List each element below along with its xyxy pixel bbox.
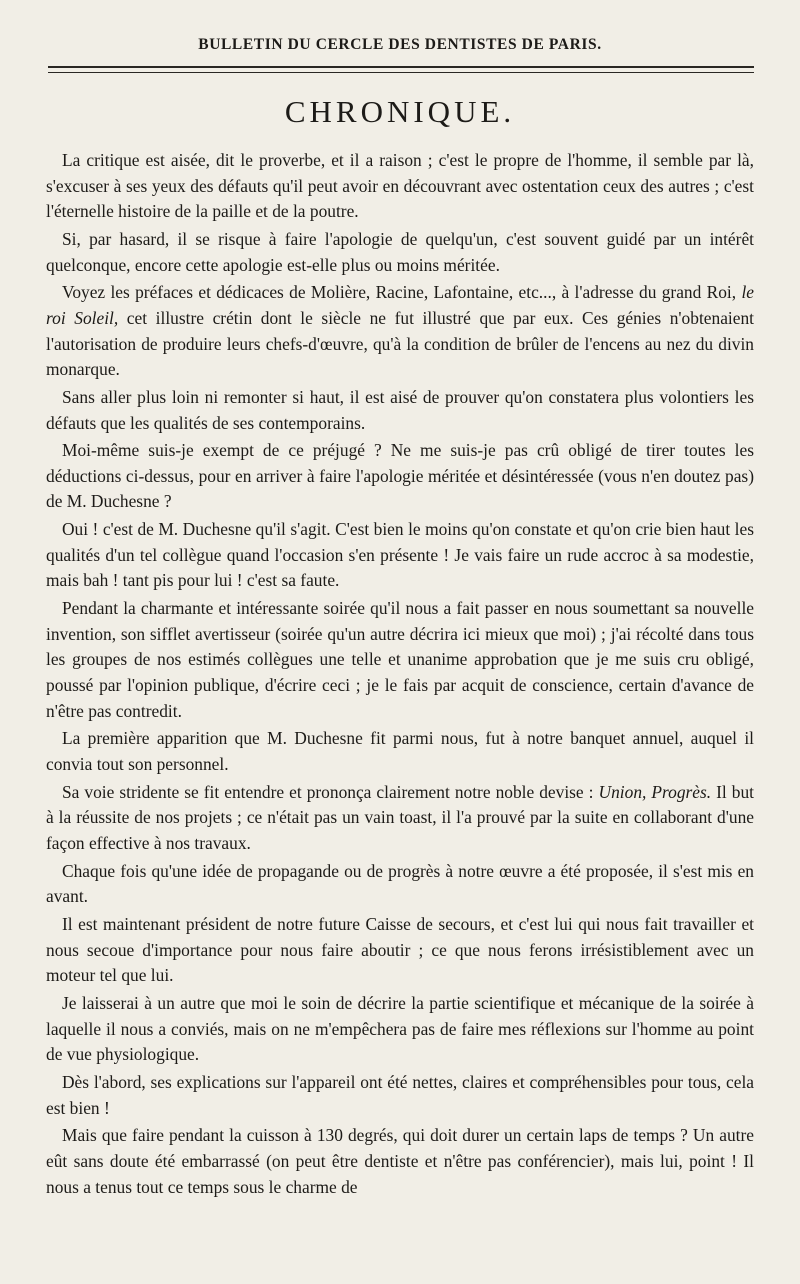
header-rule-thin — [48, 72, 754, 73]
article-title: CHRONIQUE. — [284, 94, 516, 129]
emphasis-text: Union, Progrès. — [598, 781, 712, 802]
paragraph: Sans aller plus loin ni remonter si haut, il est aisé de prouver qu'on constatera plus volontiers les défauts que les qualités de ses contemporains. — [46, 386, 754, 433]
paragraph: La première apparition que M. Duchesne fit parmi nous, fut à notre banquet annuel, auquel il convia tout son personnel. — [46, 728, 754, 774]
paragraph: Il est maintenant président de notre future Caisse de secours, et c'est lui qui nous fait travailler et nous secoue d'importance pour nous faire aboutir ; ce que nous ferons irrésistiblement avec un moteur tel que lui. — [46, 914, 754, 986]
paragraph: Si, par hasard, il se risque à faire l'apologie de quelqu'un, c'est souvent guidé par un intérêt quelconque, encore cette apologie est-elle plus ou moins méritée. — [46, 228, 754, 275]
paragraph: Je laisserai à un autre que moi le soin de décrire la partie scientifique et mécanique de la soirée à laquelle il nous a conviés, mais on ne m'empêchera pas de faire mes réflexions sur l'homme au point de vue physiologique. — [46, 993, 754, 1065]
paragraph: Pendant la charmante et intéressante soirée qu'il nous a fait passer en nous soumettant sa nouvelle invention, son sifflet avertisseur (soirée qu'un autre décrira ici mieux que moi) ; j'ai récolté dans tous les groupes de nos estimés collègues une telle et unanime approbation que je me suis cru obligé, poussé par l'opinion publique, d'écrire ceci ; je le fais par acquit de conscience, certain d'avance de n'être pas contredit. — [46, 598, 754, 721]
paragraph: Mais que faire pendant la cuisson à 130 degrés, qui doit durer un certain laps de temps ? Un autre eût sans doute été embarrassé (on peut être dentiste et n'être pas conférencier), mais lui, point ! Il nous a tenus tout ce temps sous le charme de — [46, 1125, 754, 1197]
running-header: BULLETIN DU CERCLE DES DENTISTES DE PARIS. — [198, 36, 602, 53]
header-rule-thick — [48, 66, 754, 68]
paragraph: Sa voie stridente se fit entendre et prononça clairement notre noble devise : Union, Progrès. Il but à la réussite de nos projets ; ce n'était pas un vain toast, il l'a prouvé par la suite en collaborant d'une façon effective à nos travaux. — [46, 781, 755, 853]
article-body — [46, 148, 754, 1202]
paragraph: Oui ! c'est de M. Duchesne qu'il s'agit. C'est bien le moins qu'on constate et qu'on crie bien haut les qualités d'un tel collègue quand l'occasion s'en présente ! Je vais faire un rude accroc à sa modestie, mais bah ! tant pis pour lui ! c'est sa faute. — [46, 519, 754, 591]
paragraph: Dès l'abord, ses explications sur l'appareil ont été nettes, claires et compréhensibles pour tous, cela est bien ! — [46, 1072, 754, 1118]
paragraph: La critique est aisée, dit le proverbe, et il a raison ; c'est le propre de l'homme, il semble par là, s'excuser à ses yeux des défauts qu'il peut avoir en découvrant avec ostentation ceux des autres ; c'est l'éternelle histoire de la paille et de la poutre. — [46, 150, 754, 222]
emphasis-text: le roi Soleil, — [46, 282, 754, 328]
paragraph: Moi-même suis-je exempt de ce préjugé ? Ne me suis-je pas crû obligé de tirer toutes les déductions ci-dessus, pour en arriver à faire l'apologie méritée et désintéressée (vous n'en doutez pas) de M. Duchesne ? — [46, 440, 754, 512]
paragraph: Voyez les préfaces et dédicaces de Molière, Racine, Lafontaine, etc..., à l'adresse du grand Roi, le roi Soleil, cet illustre crétin dont le siècle ne fut illustré que par eux. Ces génies n'obtenaient l'autorisation de produire leurs chefs-d'œuvre, qu'à la condition de brûler de l'encens au nez du divin monarque. — [46, 282, 754, 380]
paragraph: Chaque fois qu'une idée de propagande ou de progrès à notre œuvre a été proposée, il s'est mis en avant. — [46, 860, 754, 907]
